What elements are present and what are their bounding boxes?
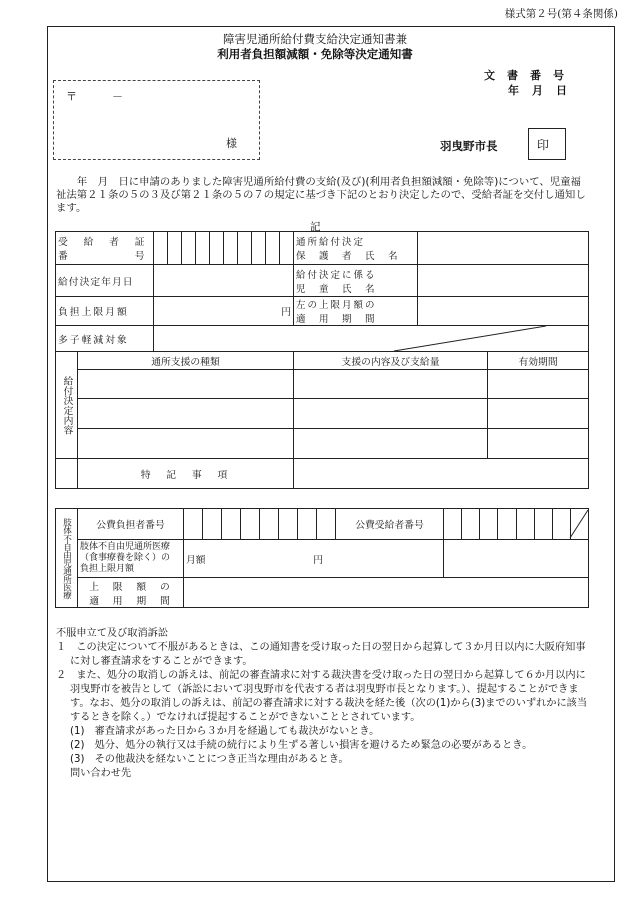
yen-unit: 円	[281, 307, 292, 318]
postal-dash: －	[112, 90, 123, 103]
note-sub-2: (2) 処分、処分の執行又は手続の続行により生ずる著しい損害を避けるため緊急の必要があるとき。	[70, 740, 533, 751]
content-amount-cell[interactable]	[294, 399, 488, 429]
col-valid-period: 有効期間	[488, 352, 589, 370]
service-type-cell[interactable]	[78, 429, 294, 459]
form-number: 様式第２号(第４条関係)	[504, 8, 618, 20]
medical-blank-field[interactable]	[444, 540, 589, 578]
valid-period-cell[interactable]	[488, 370, 589, 399]
medical-section-label: 肢体不自由児通所医療	[56, 509, 78, 608]
guardian-name-field[interactable]	[418, 232, 589, 265]
public-recipient-field[interactable]	[444, 509, 589, 540]
medical-period-field[interactable]	[184, 578, 589, 608]
benefit-table	[55, 231, 589, 489]
public-recipient-diagonal	[444, 509, 589, 539]
medical-yen-unit: 円	[313, 555, 323, 566]
honorific: 様	[226, 137, 237, 150]
benefit-section-spacer	[56, 459, 78, 489]
multi-child-diagonal	[154, 326, 547, 352]
limit-period-field[interactable]	[418, 297, 589, 326]
medical-limit-label: 肢体不自由児通所医療 （食事療養を除く）の 負担上限月額	[78, 540, 184, 578]
intro-text: 年 月 日に申請のありました障害児通所給付費の支給(及び)(利用者負担額減額・免除等)について、児童福祉法第２１条の５の３及び第２１条の５の７の規定に基づき下記のとおり決定したので、受給者証を交付し通知します。	[56, 176, 586, 214]
remarks-field[interactable]	[294, 459, 589, 489]
multi-child-label: 多子軽減対象	[56, 326, 154, 352]
monthly-prefix: 月額	[186, 554, 206, 566]
document-title-line1: 障害児通所給付費支給決定通知書兼	[223, 32, 407, 46]
guardian-label: 通所給付決定 保 護 者 氏 名	[294, 232, 418, 265]
ki-label: 記	[310, 221, 321, 233]
contact-label: 問い合わせ先	[70, 768, 132, 779]
medical-period-label: 上 限 額 の 適 用 期 間	[78, 578, 184, 608]
valid-period-cell[interactable]	[488, 399, 589, 429]
doc-number-label: 文書番号	[484, 69, 576, 82]
multi-child-field[interactable]	[154, 326, 589, 352]
issuer-name: 羽曳野市長	[440, 139, 498, 153]
remarks-label: 特 記 事 項	[78, 459, 294, 489]
child-name-field[interactable]	[418, 265, 589, 297]
note-item-2: ２ また、処分の取消しの訴えは、前記の審査請求に対する裁決書を受け取った日の翌日から起算して６か月以内に羽曳野市を被告として（訴訟において羽曳野市を代表する者は羽曳野市長となります。）、提起することができます。なお、処分の取消しの訴えは、前記の審査請求に対する裁決を経た後（次の(1)から(3)までのいずれかに該当するときを除く。）でなければ提起することができないこととされています。	[56, 670, 588, 723]
document-title-line2: 利用者負担額減額・免除等決定通知書	[217, 47, 413, 61]
decision-date-label: 給付決定年月日	[56, 265, 154, 297]
body-paragraph	[56, 176, 591, 215]
benefit-section-label: 給付決定内容	[56, 352, 78, 459]
service-type-cell[interactable]	[78, 370, 294, 399]
public-recipient-label: 公費受給者番号	[336, 509, 444, 540]
note-sub-3: (3) その他裁決を経ないことにつき正当な理由があるとき。	[70, 754, 349, 765]
doc-date-label: 年月日	[508, 84, 580, 97]
valid-period-cell[interactable]	[488, 429, 589, 459]
monthly-limit-label: 負担上限月額	[56, 297, 154, 326]
notes-heading: 不服申立て及び取消訴訟	[56, 628, 169, 639]
recipient-no-field[interactable]	[154, 232, 294, 265]
note-sub-1: (1) 審査請求があった日から３か月を経過しても裁決がないとき。	[70, 726, 380, 737]
monthly-limit-field[interactable]	[154, 297, 294, 326]
medical-table	[55, 508, 589, 608]
child-name-label: 給付決定に係る 児 童 氏 名	[294, 265, 418, 297]
service-type-cell[interactable]	[78, 399, 294, 429]
seal-mark: 印	[537, 138, 550, 152]
notes-section	[56, 627, 590, 781]
col-service-type: 通所支援の種類	[78, 352, 294, 370]
content-amount-cell[interactable]	[294, 370, 488, 399]
recipient-no-label: 受 給 者 証 番 号	[56, 232, 154, 265]
public-payer-field[interactable]	[184, 509, 336, 540]
note-item-1: １ この決定について不服があるときは、この通知書を受け取った日の翌日から起算して３か月日以内に大阪府知事に対し審査請求をすることができます。	[56, 642, 586, 667]
col-content-amount: 支援の内容及び支給量	[294, 352, 488, 370]
public-payer-label: 公費負担者番号	[78, 509, 184, 540]
decision-date-field[interactable]	[154, 265, 294, 297]
medical-limit-field[interactable]	[184, 540, 444, 578]
content-amount-cell[interactable]	[294, 429, 488, 459]
postal-mark: 〒	[66, 90, 77, 103]
limit-period-label: 左の上限月額の 適 用 期 間	[294, 297, 418, 326]
